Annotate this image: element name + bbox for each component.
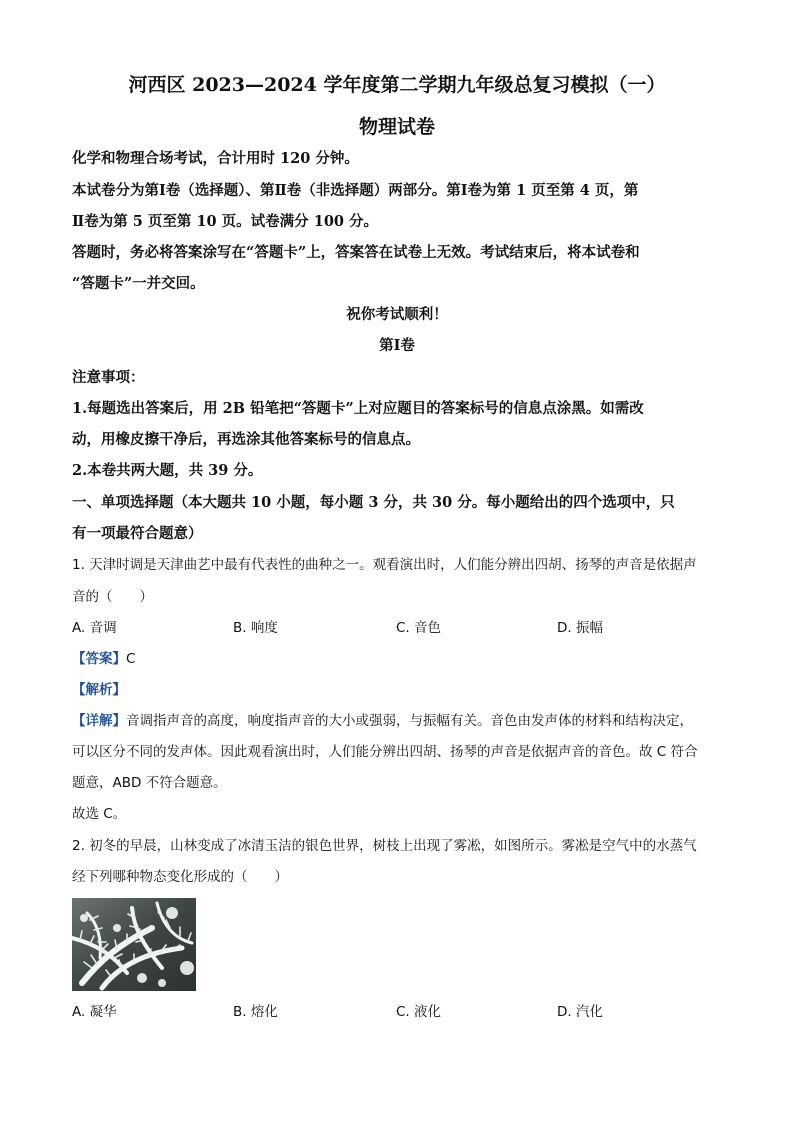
analysis-label: 【解析】: [72, 682, 126, 698]
section-title: 第Ⅰ卷: [379, 337, 415, 354]
q2-stem-line-1: 2. 初冬的早晨，山林变成了冰清玉洁的银色世界，树枝上出现了雾凇，如图所示。雾凇是空气中的水蒸气: [72, 838, 697, 854]
q2-stem-line-2: 经下列哪种物态变化形成的（ ）: [72, 869, 288, 885]
notes-heading: 注意事项：: [72, 369, 145, 386]
exam-subtitle: 物理试卷: [358, 116, 435, 138]
instruction-line-5: “答题卡”一并交回。: [72, 275, 205, 292]
notes-item-1-line-1: 1.每题选出答案后，用 2B 铅笔把“答题卡”上对应题目的答案标号的信息点涂黑。如需改: [72, 400, 644, 417]
notes-item-2: 2.本卷共两大题，共 39 分。: [72, 462, 263, 479]
q1-stem-line-2: 音的（ ）: [72, 589, 153, 605]
exam-title: 河西区 2023—2024 学年度第二学期九年级总复习模拟（一）: [128, 74, 666, 96]
instruction-line-3: Ⅱ卷为第 5 页至第 10 页。试卷满分 100 分。: [72, 213, 379, 230]
answer-value: C: [126, 651, 136, 667]
answer-label: 【答案】: [72, 651, 126, 667]
instruction-line-2: 本试卷分为第Ⅰ卷（选择题）、第Ⅱ卷（非选择题）两部分。第Ⅰ卷为第 1 页至第 4 页，第: [72, 182, 639, 199]
detail-text-1: 音调指声音的高度，响度指声音的大小或强弱，与振幅有关。音色由发声体的材料和结构决定，: [126, 713, 693, 729]
q2-option-a: A. 凝华: [72, 1004, 117, 1020]
q1-option-b: B. 响度: [233, 620, 278, 636]
q1-option-c: C. 音色: [396, 620, 442, 636]
q1-detail-line-1: [72, 711, 693, 731]
q1-detail-line-2: 可以区分不同的发声体。因此观看演出时，人们能分辨出四胡、扬琴的声音是依据声音的音色。故 C 符合: [72, 744, 698, 760]
q1-answer: [72, 649, 135, 669]
part1-heading-line-2: 有一项最符合题意）: [72, 525, 203, 542]
q1-detail-line-3: 题意，ABD 不符合题意。: [72, 775, 227, 791]
q1-option-a: A. 音调: [72, 620, 117, 636]
detail-label: 【详解】: [72, 713, 126, 729]
instruction-line-1: 化学和物理合场考试，合计用时 120 分钟。: [72, 150, 359, 167]
q2-option-b: B. 熔化: [233, 1004, 278, 1020]
q2-option-d: D. 汽化: [557, 1004, 603, 1020]
good-luck-wish: 祝你考试顺利！: [346, 306, 448, 323]
instruction-line-4: 答题时，务必将答案涂写在“答题卡”上，答案答在试卷上无效。考试结束后，将本试卷和: [72, 244, 640, 261]
q2-option-c: C. 液化: [396, 1004, 442, 1020]
q1-option-d: D. 振幅: [557, 620, 603, 636]
notes-item-1-line-2: 动，用橡皮擦干净后，再选涂其他答案标号的信息点。: [72, 431, 420, 448]
q1-stem-line-1: 1. 天津时调是天津曲艺中最有代表性的曲种之一。观看演出时，人们能分辨出四胡、扬琴的声音是依据声: [72, 557, 697, 573]
rime-frost-photo: [72, 898, 196, 991]
q1-conclusion: 故选 C。: [72, 806, 127, 822]
part1-heading-line-1: 一、单项选择题（本大题共 10 小题，每小题 3 分，共 30 分。每小题给出的四个选项中，只: [72, 494, 675, 511]
